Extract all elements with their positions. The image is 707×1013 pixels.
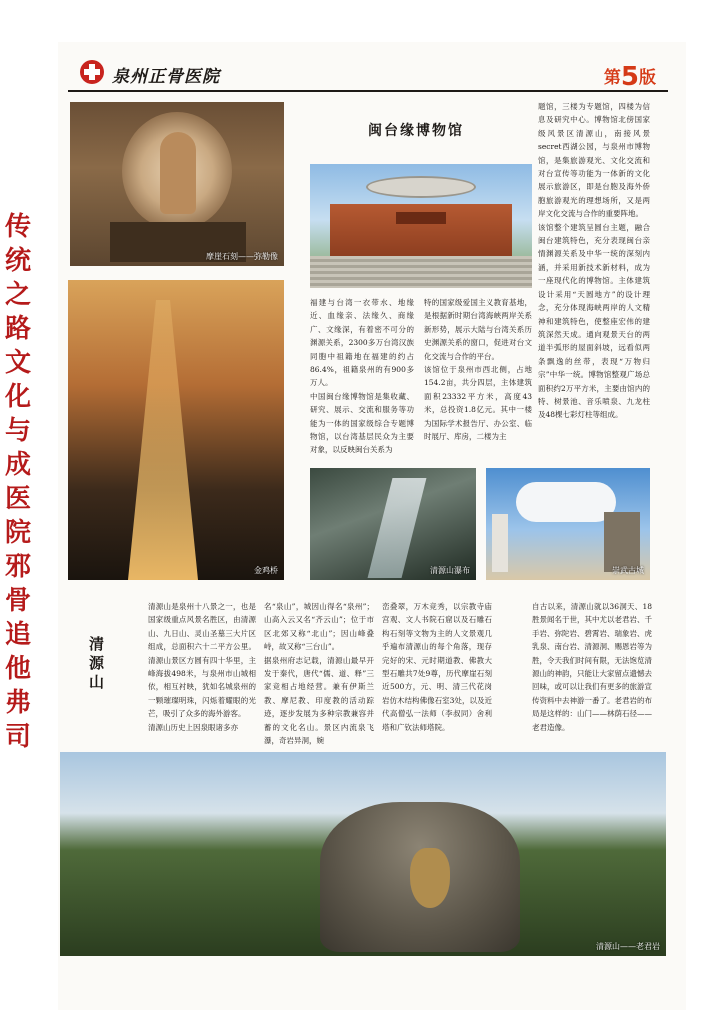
- photo-caption: 崇武古城: [612, 566, 644, 575]
- slogan-char: 成: [4, 450, 31, 480]
- slogan-char: 之: [4, 280, 31, 310]
- museum-text-col2: 特的国家级爱国主义教育基地，是根据新时期台湾海峡两岸关系新形势，展示大陆与台湾关系历史渊源关系的窗口，促进对台文化交流与合作的平台。 该馆位于泉州市西北侧，占地154.2亩，共分四层，主体建筑面积23332平方米，高度43米，总投资1.8亿元。其中一楼为国际学术报告厅、办公室、临时展厅、库房，二楼为主: [424, 298, 532, 442]
- slogan-char: 院: [4, 518, 31, 548]
- city-wall-photo: [486, 468, 650, 580]
- hospital-name: 泉州正骨医院: [112, 67, 220, 87]
- slogan-char: 司: [4, 722, 31, 752]
- slogan-char: 医: [4, 484, 31, 514]
- stone-lantern: [492, 514, 508, 572]
- slogan-char: 追: [4, 620, 31, 650]
- museum-text-col1: 福建与台湾一衣带水、地缘近、血缘亲、法缘久、商缘广、文缘深，有着密不可分的渊源关系，2300多万台湾汉族同胞中祖籍地在福建的约占86.4%，祖籍泉州的有900多万人。 中国闽台缘博物馆是集收藏、研究、展示、交流和服务等功能为一体的国家级综合专题博物馆，以台湾基层民众为主要对象，以反映闽台关系为: [310, 298, 414, 455]
- edition-number: 5: [620, 62, 639, 92]
- slogan-char: 他: [4, 654, 31, 684]
- buddha-cliff-photo: [70, 102, 284, 266]
- qingyuan-text-col1: 清源山是泉州十八景之一，也是国家级重点风景名胜区，由清源山、九日山、灵山圣墓三大片区组成，总面积六十二平方公里。清源山景区方圆有四十华里，主峰海拔498米，与泉州市山城相依，相互衬映，犹如名城泉州的一颗璀璨明珠，闪烁着耀眼的光芒，吸引了众多的海外游客。 清源山历史上因泉眼诸多亦: [148, 602, 256, 732]
- edition-prefix: 第: [603, 68, 621, 88]
- page-header: [68, 56, 668, 92]
- qingyuan-text-col3: 峦叠翠，万木竞秀，以宗教寺庙宫观、文人书院石窟以及石雕石构石刻等文物为主的人文景观几乎遍布清源山的每个角落，现存完好的宋、元时期道教、佛教大型石雕共7处9尊，历代摩崖石刻近500方，元、明、清三代花岗岩仿木结构佛像石室3处，以及近代高僧弘一法师（李叔同）舍利塔和广钦法师塔院。: [382, 602, 492, 732]
- waterfall-photo: [310, 468, 476, 580]
- slogan-char: 文: [4, 348, 31, 378]
- wall-tower: [604, 512, 640, 572]
- laozi-statue-photo: [60, 752, 666, 956]
- stone-bridge-photo: [68, 280, 284, 580]
- qingyuan-text-col2: 名“泉山”，城因山得名“泉州”；山高入云又名“齐云山”；位于市区北郊又称“北山”；因山峰叠峙，故又称“三台山”。 据泉州府志记载，清源山最早开发于秦代，唐代“儒、道、释”三家竞相占地经营。兼有伊斯兰教、摩尼教、印度教的活动踪迹，逐步发展为多种宗教兼容并蓄的文化名山。景区内流泉飞瀑，奇岩异洞，婉: [264, 602, 374, 746]
- photo-caption: 摩崖石刻——弥勒像: [206, 252, 278, 261]
- edition-label: [604, 60, 656, 90]
- buddha-figure: [160, 132, 196, 214]
- bridge-path: [128, 300, 198, 580]
- museum-title: 闽台缘博物馆: [368, 123, 464, 139]
- photo-caption: 金鸡桥: [254, 566, 278, 575]
- red-cross-logo-icon: [80, 60, 104, 84]
- qingyuan-text-col4: 自古以来，清源山就以36洞天、18胜景闻名于世，其中尤以老君岩、千手岩、弥陀岩、碧霄岩、瑞象岩、虎乳泉、南台岩、清源洞、赐恩岩等为胜，令天我们时间有限，无法饱览清源山的神韵，只能让大家留点遗憾去回味，或可以让我们有更多的旅游宣传资料中去神游一番了。老君岩的布局是这样的：山门——林荫石径——老君造像。: [532, 602, 652, 732]
- slogan-char: 弗: [4, 688, 31, 718]
- slogan-char: 与: [4, 416, 31, 446]
- slogan-char: 路: [4, 314, 31, 344]
- museum-dome: [366, 176, 476, 198]
- waterfall-stream: [368, 478, 427, 578]
- margin-calligraphy: [0, 210, 36, 754]
- photo-caption: 清源山——老君岩: [596, 942, 660, 951]
- museum-facade: [330, 204, 512, 256]
- edition-suffix: 版: [639, 68, 656, 88]
- cloud-shape: [516, 482, 616, 522]
- museum-building-photo: [310, 164, 532, 288]
- slogan-char: 邪: [4, 552, 31, 582]
- museum-text-col3: 题馆，三楼为专题馆，四楼为信息及研究中心。博物馆北傍国家级风景区清源山，南接风景secret西湖公园，与泉州市博物馆，是集旅游观光、文化交流和对台宣传等功能为一体新的文化展示旅游区，即是台胞及海外侨胞旅游观光的理想场所，又是两岸文化交流与合作的重要阵地。 该馆整个建筑呈圆台主题，融合闽台建筑特色，充分表现闽台亲情渊源关系及中华一统的深刻内涵，并采用新技术新材料，成为一座现代化的博物馆。主体建筑设计采用“天圆地方”的设计理念，充分体现海峡两岸的人文精神和建筑特色，使整座宏伟的建筑深然天成。通向观景天台的两道半弧形的屋面斜坡，远看似两条飘逸的丝带，表现“万物归宗”中华一统。博物馆整观广场总面积约2万平方米，主要由馆内的特、树景池、音乐喷泉、九龙柱及48棵七彩灯柱等组成。: [538, 102, 650, 420]
- photo-caption: 清源山瀑布: [430, 566, 470, 575]
- slogan-char: 传: [4, 212, 31, 242]
- slogan-char: 化: [4, 382, 31, 412]
- slogan-char: 骨: [4, 586, 31, 616]
- laozi-beard: [410, 848, 450, 908]
- museum-stairs: [310, 256, 532, 288]
- slogan-char: 统: [4, 246, 31, 276]
- qingyuan-title: 清源山: [87, 636, 105, 693]
